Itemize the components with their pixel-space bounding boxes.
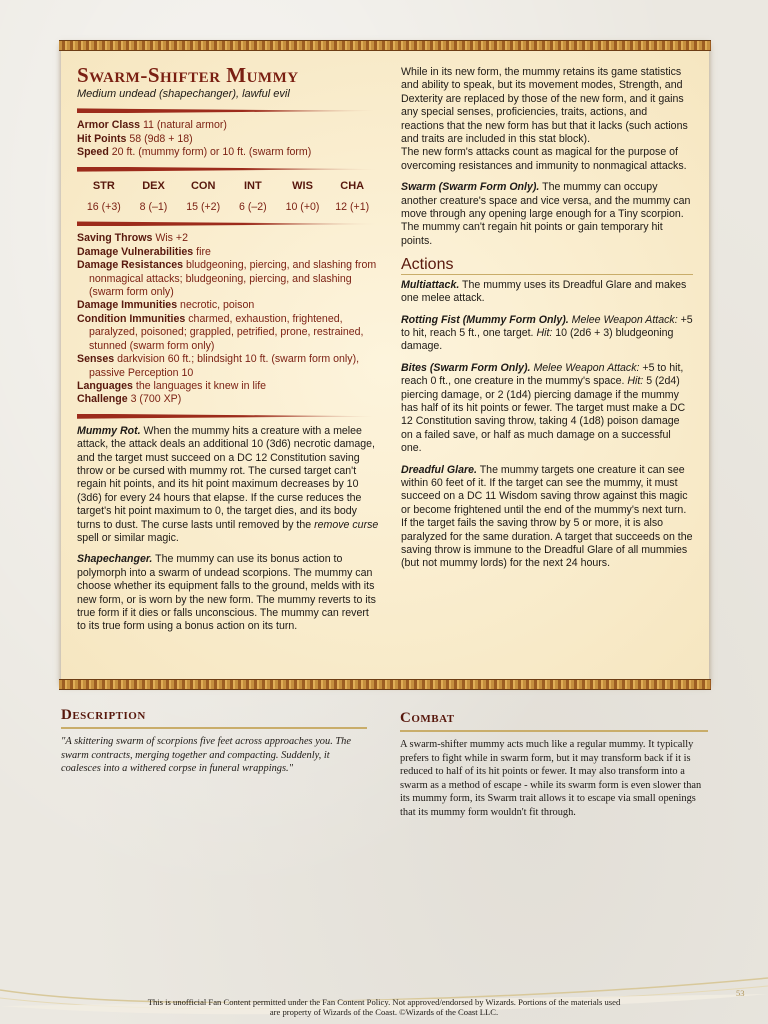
hit-points	[77, 133, 379, 146]
ability-score: 10 (+0)	[285, 201, 320, 214]
stat-block-left-column	[77, 64, 379, 634]
trait-text: The mummy can use its bonus action to polymorph into a swarm of undead scorpions. The mummy can choose whether its equipment falls to the ground, melds with its new form, or is worn by the new form. The mummy reverts to its true form if it dies or falls unconscious. The mummy can revert to its true form using a bonus action on its turn.	[77, 553, 376, 633]
trait-shapechanger	[77, 553, 379, 633]
divider	[77, 414, 379, 419]
stat-block-top-border	[59, 40, 711, 51]
property-label: Damage Vulnerabilities	[77, 245, 194, 258]
property-value: Wis +2	[155, 232, 188, 245]
divider	[77, 108, 379, 113]
description-section	[61, 707, 367, 776]
property-label: Damage Immunities	[77, 299, 178, 312]
property-value: charmed, exhaustion, frightened, paralyzed, poisoned; grappled, petrified, prone, restrained, stunned (swarm form only)	[89, 312, 364, 352]
condition-immunities	[77, 313, 379, 353]
action-name: Rotting Fist (Mummy Form Only).	[401, 313, 569, 326]
damage-vulnerabilities	[77, 246, 379, 259]
damage-resistances	[77, 259, 379, 299]
property-value: bludgeoning, piercing, and slashing from nonmagical attacks; bludgeoning, piercing, and slashing (swarm form only)	[89, 259, 377, 299]
ability-score: 15 (+2)	[186, 201, 221, 214]
properties-list	[77, 232, 379, 406]
action-name: Bites (Swarm Form Only).	[401, 361, 531, 374]
hit-label: Hit:	[627, 375, 644, 388]
ability-dex	[129, 180, 179, 215]
trait-swarm	[401, 181, 693, 248]
property-value: the languages it knew in life	[135, 379, 267, 392]
hit-points-value: 58 (9d8 + 18)	[129, 132, 193, 145]
property-label: Condition Immunities	[77, 312, 186, 325]
footer-line: This is unofficial Fan Content permitted under the Fan Content Policy. Not approved/endorsed by Wizards. Portions of the materials used	[147, 997, 621, 1007]
ability-str	[79, 180, 129, 215]
attack-type: Melee Weapon Attack:	[530, 361, 640, 374]
stat-block-bottom-border	[59, 679, 711, 690]
trait-name: Swarm (Swarm Form Only).	[401, 181, 540, 194]
shapechanger-continued: The new form's attacks count as magical for the purpose of overcoming resistances and immunity to nonmagical attacks.	[401, 146, 687, 172]
action-text: The mummy targets one creature it can see within 60 feet of it. If the target can see the mummy, it must succeed on a DC 11 Wisdom saving throw against this magic or become frightened until the end of the mummy's next turn. If the target fails the saving throw by 5 or more, it is also paralyzed for the same duration. A target that succeeds on the saving throw is immune to the Dreadful Glare of all mummies (but not mummy lords) for the next 24 hours.	[401, 463, 693, 570]
ability-con	[178, 180, 228, 215]
challenge	[77, 393, 379, 406]
trait-text: The mummy can occupy another creature's space and vice versa, and the mummy can move through any opening large enough for a Tiny scorpion. The mummy can't regain hit points or gain temporary hit points.	[401, 181, 691, 247]
ability-int	[228, 180, 278, 215]
armor-class-value: 11 (natural armor)	[142, 119, 227, 132]
action-rotting-fist	[401, 314, 693, 354]
hit-label: Hit:	[536, 326, 553, 339]
action-name: Multiattack.	[401, 278, 460, 291]
trait-mummy-rot	[77, 425, 379, 546]
hit-points-label: Hit Points	[77, 132, 127, 145]
property-label: Senses	[77, 353, 115, 366]
trait-name: Shapechanger.	[77, 553, 153, 566]
ability-wis	[278, 180, 328, 215]
property-value: necrotic, poison	[180, 299, 255, 312]
divider	[77, 221, 379, 226]
ability-score: 12 (+1)	[335, 201, 370, 214]
speed-label: Speed	[77, 146, 109, 159]
trait-text-italic: remove curse	[314, 518, 379, 531]
action-text: The mummy uses its Dreadful Glare and makes one melee attack.	[401, 278, 687, 305]
ability-name: CON	[190, 179, 216, 192]
ability-name: DEX	[142, 179, 165, 192]
description-heading: Description	[61, 707, 367, 729]
damage-immunities	[77, 299, 379, 312]
attack-type: Melee Weapon Attack:	[568, 313, 678, 326]
action-dreadful-glare	[401, 464, 693, 571]
property-label: Saving Throws	[77, 232, 153, 245]
description-text: "A skittering swarm of scorpions five feet across approaches you. The swarm contracts, merging together and compacting. Suddenly, it coalesces into a withered corpse in funeral wrappings."	[61, 736, 351, 775]
divider	[77, 167, 379, 172]
ability-cha	[327, 180, 377, 215]
monster-type: Medium undead (shapechanger), lawful evil	[77, 88, 290, 100]
ability-name: STR	[92, 179, 115, 192]
ability-scores	[77, 180, 379, 215]
ability-score: 8 (–1)	[139, 201, 168, 214]
footer-line: are property of Wizards of the Coast. ©Wizards of the Coast LLC.	[269, 1007, 499, 1018]
shapechanger-continued: While in its new form, the mummy retains its game statistics and ability to speak, but its movement modes, Strength, and Dexterity are replaced by those of the new form, and it gains any special senses, proficiencies, traits, actions, and reactions that the new form has but that it lacks (such actions and traits are included in this stat block).	[401, 66, 688, 146]
speed	[77, 146, 379, 159]
action-multiattack	[401, 279, 693, 306]
footer-legal	[40, 997, 728, 1018]
action-text: +5 to hit, reach 0 ft., one creature in the mummy's space.	[401, 361, 684, 388]
ability-score: 6 (–2)	[239, 201, 267, 214]
languages	[77, 380, 379, 393]
combat-section	[400, 710, 708, 820]
saving-throws	[77, 232, 379, 245]
combat-heading: Combat	[400, 710, 708, 732]
stat-block	[61, 44, 709, 686]
armor-class-label: Armor Class	[77, 119, 140, 132]
trait-text: spell or similar magic.	[77, 531, 179, 544]
page-number: 53	[736, 988, 745, 998]
ability-name: WIS	[292, 179, 313, 192]
action-bites	[401, 362, 693, 456]
ability-score: 16 (+3)	[86, 201, 121, 214]
property-label: Damage Resistances	[77, 259, 183, 272]
property-label: Challenge	[77, 393, 128, 406]
actions-heading: Actions	[401, 258, 693, 274]
senses	[77, 353, 379, 380]
property-value: fire	[196, 245, 211, 258]
action-text: +5 to hit, reach 5 ft., one target.	[401, 313, 693, 339]
ability-name: INT	[243, 179, 262, 192]
ability-name: CHA	[340, 179, 365, 192]
trait-name: Mummy Rot.	[77, 424, 141, 437]
property-value: 3 (700 XP)	[130, 393, 182, 406]
action-name: Dreadful Glare.	[401, 463, 477, 476]
action-text: 5 (2d4) piercing damage, or 2 (1d4) piercing damage if the mummy has half of its hit points or fewer. The target must make a DC 12 Constitution saving throw, taking 4 (1d8) poison damage on a failed save, or half as much damage on a successful one.	[401, 375, 686, 455]
stat-block-right-column	[401, 66, 693, 571]
property-value: darkvision 60 ft.; blindsight 10 ft. (swarm form only), passive Perception 10	[89, 353, 360, 379]
property-label: Languages	[77, 379, 133, 392]
speed-value: 20 ft. (mummy form) or 10 ft. (swarm form)	[111, 146, 312, 159]
trait-text: When the mummy hits a creature with a melee attack, the attack deals an additional 10 (3d6) necrotic damage, and the target must succeed on a DC 12 Constitution saving throw or be cursed with mummy rot. The cursed target can't regain hit points, and its hit point maximum decreases by 10 (3d6) for every 24 hours that elapse. If the curse reduces the target's hit point maximum to 0, the target dies, and its body turns to dust. The curse lasts until removed by the	[77, 424, 375, 531]
armor-class	[77, 119, 379, 132]
combat-text: A swarm-shifter mummy acts much like a regular mummy. It typically prefers to fight while in swarm form, but it may transform back if it is reduced to half of its hit points or fewer. It may also transform into a swarm as a method of escape - while its swarm form is even slower than its mummy form, its Swarm trait allows it to escape via small openings that its mummy form wouldn't fit through.	[400, 739, 702, 818]
monster-name: Swarm-Shifter Mummy	[77, 63, 299, 87]
action-text: 10 (2d6 + 3) bludgeoning damage.	[401, 326, 674, 353]
